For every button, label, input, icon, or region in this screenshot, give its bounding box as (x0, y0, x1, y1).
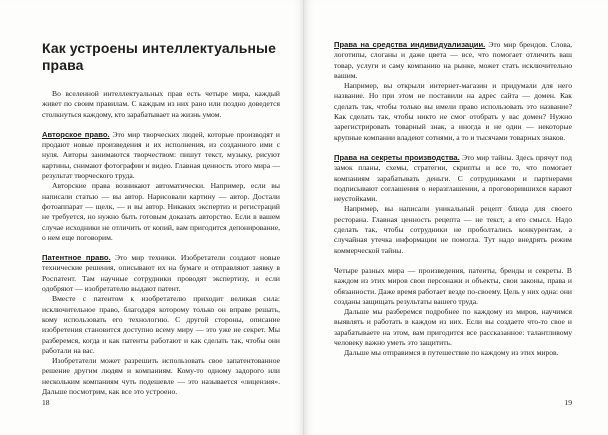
outro-paragraph-2: Дальше мы разберемся подробнее по каждому из миров, научимся выявлять и работать в каждом из них. Если вы создаете что-то свое и зарабатываете на этом, вам пригодится все рассказанное: талантливому человеку важно уметь это защитить. (334, 307, 572, 348)
copyright-paragraph-1 (42, 130, 280, 181)
outro-paragraph-1: Четыре разных мира — произведения, патенты, бренды и секреты. В каждом из этих миров свои персонажи и объекты, свои законы, права и обязанности. Даже время работает везде по-своему. Цель у них одна: они созданы защищать результаты вашего труда. (334, 265, 572, 306)
secrets-paragraph-1 (334, 153, 572, 204)
secrets-heading: Права на секреты производства. (334, 152, 460, 162)
patent-text-1: Это мир техники. Изобретатели создают новые технические решения, описывают их на бумаге и отправляют заявку в Роспатент. Там научные сотрудники проводят экспертизу, и если одобряют — изобретателю выдают патент. (42, 253, 280, 294)
individualization-heading: Права на средства индивидуализации. (334, 40, 486, 49)
individualization-paragraph-1 (334, 40, 572, 81)
outro-paragraph-3: Дальше мы отправимся в путешествие по каждому из этих миров. (344, 348, 559, 358)
right-page (304, 0, 608, 435)
page-number-right: 19 (564, 398, 572, 407)
individualization-text-1: Это мир брендов. Слова, логотипы, слоганы и даже цвета — все, что помогает отличить ваш товар, услуги и саму компанию на рынке, может стать исключительно вашим. (334, 40, 572, 80)
patent-paragraph-2: Вместе с патентом к изобретателю приходит великая сила: исключительное право, благодаря которому только он вправе решать, кому использовать его технологию. С другой стороны, описание изобретения становится доступно всему миру — это уже не секрет. Мы разберемся, когда и как патенты работают и как сделать так, чтобы они работали на вас. (42, 294, 280, 355)
patent-paragraph-3: Изобретатели может разрешить использовать свое запатентованное решение другим людям и компаниям. Кому-то одному задорого или нескольким компаниям чуть подешевле — это называется «лицензия». Дальше посмотрим, как все это устроено. (42, 356, 280, 397)
chapter-title: Как устроены интеллектуальные права (42, 40, 276, 73)
intro-paragraph: Во вселенной интеллектуальных прав есть четыре мира, каждый живет по своим правилам. С каждым из них рано или поздно доведется столкнуться каждому, кто зарабатывает на жизнь умом. (42, 89, 280, 119)
page-number-left: 18 (42, 398, 50, 407)
copyright-text-1: Это мир творческих людей, которые производят и продают новые произведения и их исполнения, из созданного ими с нуля. Авторы занимаются творчеством: пишут текст, музыку, рисуют картины, снимают фотографии и видео. Главная ценность этого мира — результат творческого труда. (42, 129, 281, 181)
copyright-heading: Авторское право. (42, 129, 110, 139)
patent-heading: Патентное право. (42, 253, 111, 263)
secrets-text-1: Это мир тайны. Здесь прячут под замок планы, схемы, стратегии, скрипты и все то, что помогает компаниям зарабатывать деньги. С сотрудниками и партнерами подписывают соглашения о неразглашении, а проговорившихся карают неустойками. (334, 152, 572, 204)
secrets-paragraph-2: Например, вы написали уникальный рецепт блюда для своего ресторана. Главная ценность рецепта — не текст, а его смысл. Надо сделать так, чтобы сотрудники не проболтались конкурентам, а случайная утечка информации не помогла. Тут надо внедрять режим коммерческой тайны. (334, 204, 572, 255)
individualization-paragraph-2: Например, вы открыли интернет-магазин и придумали для него название. Но при этом не поставили на адрес сайта — домен. Как сделать так, чтобы только вы имели право использовать это название? Как сделать так, чтобы никто не смог отобрать у вас домен? Нужно зарегистрировать товарный знак, а иногда и не один — некоторые крупные компании владеют сотнями, а то и тысячами товарных знаков. (334, 81, 572, 142)
patent-paragraph-1 (42, 253, 280, 294)
copyright-paragraph-2: Авторские права возникают автоматически. Например, если вы написали статью — вы автор. Нарисовали картину — автор. Достали фотоаппарат — щелк, — и вы автор. Никаких экспертиз и регистраций не требуется, но нужно быть готовым доказать авторство. Если в вашем случае исходники не отличить от копий, вам пригодится депонирование, о нем еще поговорим. (42, 181, 280, 242)
